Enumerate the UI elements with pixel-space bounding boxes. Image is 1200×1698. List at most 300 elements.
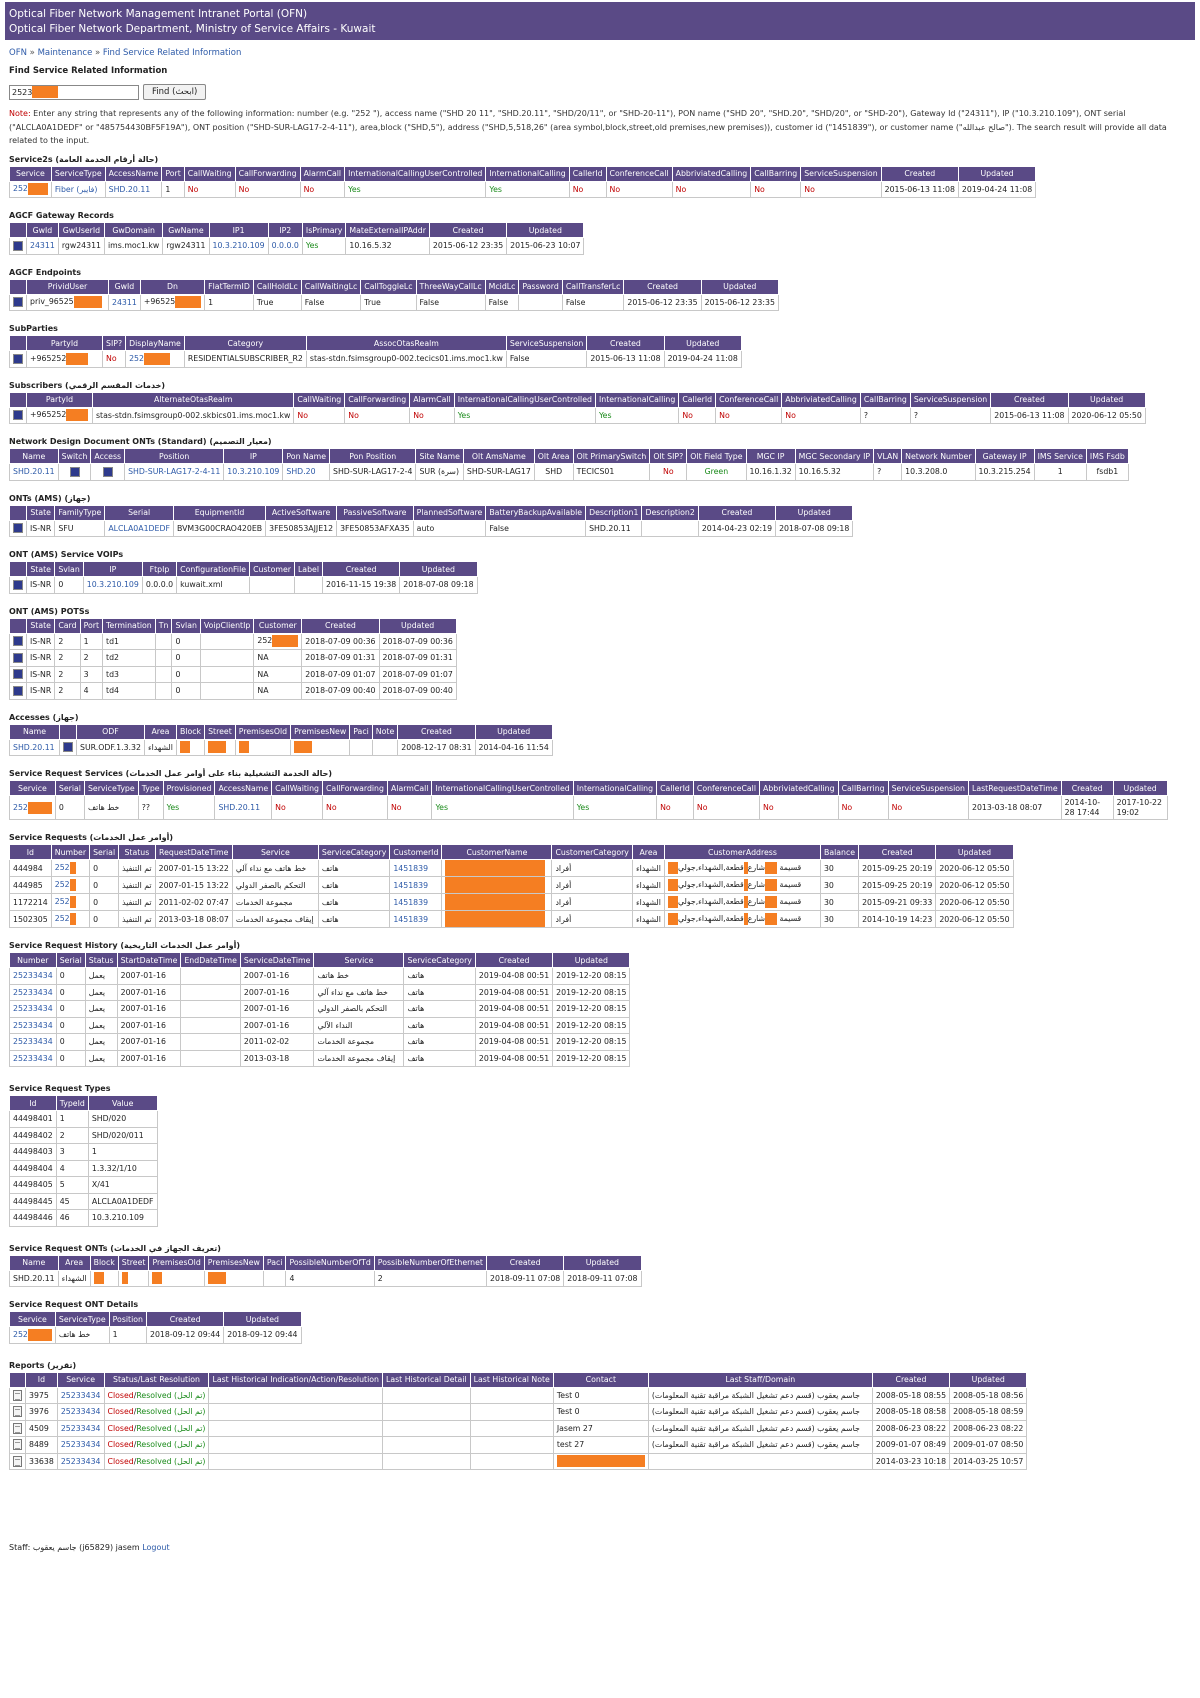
number-link[interactable]: 25233434 — [10, 1017, 57, 1034]
breadcrumb — [9, 48, 1191, 58]
cell: 2018-07-09 00:36 — [379, 633, 456, 650]
access-icon[interactable] — [103, 467, 113, 477]
cell: No — [184, 181, 235, 198]
cell: 2 — [55, 633, 80, 650]
ip2-link[interactable]: 0.0.0.0 — [268, 238, 302, 255]
col-header: Updated — [701, 279, 778, 294]
service-link[interactable]: 25233434 — [57, 1387, 104, 1404]
cell: stas-stdn.fsimsgroup0-002.tecics01.ims.moc1.kw — [306, 351, 506, 368]
col-header: PossibleNumberOfEthernet — [374, 1255, 486, 1270]
table-row — [10, 1144, 158, 1161]
cell: False — [486, 520, 586, 537]
details-icon[interactable] — [13, 241, 23, 251]
col-header: CustomerId — [390, 845, 442, 860]
cell-text: قطعة,الشهداء,جولي — [677, 897, 744, 906]
cell: IS-NR — [27, 520, 55, 537]
cell — [382, 1437, 470, 1454]
cell: 0 — [55, 577, 83, 594]
cell: إيقاف مجموعة الخدمات — [232, 911, 318, 928]
col-header: Created — [587, 336, 664, 351]
cell: 4 — [286, 1270, 374, 1287]
cell: 2007-01-16 — [117, 1017, 181, 1034]
cell — [10, 407, 27, 424]
cell: 2008-05-18 08:58 — [872, 1404, 949, 1421]
col-header: Created — [991, 392, 1068, 407]
col-header: Service — [10, 1312, 56, 1327]
access-name-link[interactable]: SHD.20.11 — [10, 739, 60, 756]
cell: +96525 — [143, 297, 176, 307]
cell — [58, 464, 91, 481]
cell — [372, 739, 397, 756]
col-header: IMS Fsdb — [1086, 449, 1128, 464]
cell: خط هاتف مع نداء آلي — [232, 860, 318, 877]
cell-text: Resolved (تم الحل) — [136, 1456, 206, 1466]
cell: Closed/Resolved (تم الحل) — [104, 1453, 209, 1470]
table-row — [10, 238, 584, 255]
col-header: Serial — [90, 845, 119, 860]
col-header: Id — [10, 845, 52, 860]
cell-text: قسيمة — [779, 897, 802, 906]
cell: 2018-09-11 07:08 — [564, 1270, 641, 1287]
cell — [10, 1327, 56, 1344]
col-header: Network Number — [902, 449, 975, 464]
cell: التحكم بالصفر الدولي — [314, 1001, 404, 1018]
cell — [254, 633, 302, 650]
col-header: AlarmCall — [300, 166, 345, 181]
report-doc-icon[interactable] — [13, 1456, 22, 1467]
cell: 44498401 — [10, 1111, 57, 1128]
cell — [382, 1420, 470, 1437]
col-header: Id — [10, 1096, 57, 1111]
section-title-service-voips: ONT (AMS) Service VOIPs — [9, 550, 124, 559]
col-header: ConferenceCall — [606, 166, 672, 181]
cell: 2007-01-16 — [117, 968, 181, 985]
agcf-gateway-table — [9, 222, 584, 255]
col-header: ServiceDateTime — [240, 953, 314, 968]
cell: 2015-06-12 23:35 — [624, 294, 701, 311]
table-row — [10, 351, 742, 368]
cell — [10, 1404, 26, 1421]
cell: هاتف — [318, 860, 389, 877]
breadcrumb-ofn[interactable]: OFN — [9, 48, 27, 58]
col-header: Card — [55, 618, 80, 633]
cell: Jasem 27 — [553, 1420, 648, 1437]
cell: SUR.ODF.1.3.32 — [77, 739, 145, 756]
section-title-accesses: Accesses (جهاز) — [9, 712, 79, 722]
number-link[interactable]: 25233434 — [10, 1050, 57, 1067]
details-icon[interactable] — [13, 653, 23, 663]
cell: IS-NR — [27, 577, 55, 594]
col-header: CustomerName — [442, 845, 552, 860]
report-doc-icon[interactable] — [13, 1423, 22, 1434]
cell — [382, 1404, 470, 1421]
cell-text: شارع — [747, 914, 766, 923]
cell: تم التنفيذ — [119, 894, 155, 911]
cell — [204, 1270, 263, 1287]
cell: fsdb1 — [1086, 464, 1128, 481]
cell: خط هاتف — [314, 968, 404, 985]
col-header: AbbriviatedCalling — [782, 392, 861, 407]
service-link[interactable]: 25233434 — [57, 1453, 104, 1470]
cell: 2019-12-20 08:15 — [553, 1017, 630, 1034]
col-header: Status/Last Resolution — [104, 1372, 209, 1387]
table-row — [10, 1210, 158, 1227]
report-doc-icon[interactable] — [13, 1390, 22, 1401]
cell — [664, 911, 820, 928]
cell — [51, 911, 89, 928]
gwid-link[interactable]: 24311 — [27, 238, 59, 255]
logout-link[interactable]: Logout — [142, 1543, 170, 1552]
cell: Yes — [345, 181, 486, 198]
col-header: Updated — [507, 223, 584, 238]
col-header: ServiceSuspension — [888, 781, 968, 796]
customer-id-link[interactable]: 1451839 — [390, 877, 442, 894]
odf-icon[interactable] — [63, 742, 73, 752]
service-type-link[interactable]: Fiber (فايبر) — [51, 181, 105, 198]
col-header: CallForwarding — [322, 781, 387, 796]
table-row — [10, 860, 1014, 877]
pon-link[interactable]: SHD.20 — [283, 464, 330, 481]
breadcrumb-separator: » — [92, 48, 103, 58]
breadcrumb-find-service[interactable]: Find Service Related Information — [102, 48, 242, 58]
customer-id-link[interactable]: 1451839 — [390, 911, 442, 928]
number-link[interactable]: 25233434 — [10, 1034, 57, 1051]
col-header: AbbriviatedCalling — [760, 781, 839, 796]
table-row — [10, 633, 457, 650]
col-header: InternationalCalling — [486, 166, 569, 181]
col-header: CustomerCategory — [552, 845, 633, 860]
col-header: Pon Name — [283, 449, 330, 464]
cell: 30 — [820, 894, 858, 911]
col-header: CallTransferLc — [562, 279, 624, 294]
section-title-agcf-endpoints: AGCF Endpoints — [9, 267, 82, 277]
cell — [250, 577, 295, 594]
col-header: BatteryBackupAvailable — [486, 505, 586, 520]
number-link[interactable]: 252 — [54, 880, 70, 889]
details-icon[interactable] — [13, 686, 23, 696]
redaction-mark — [668, 862, 678, 874]
cell: إيقاف مجموعة الخدمات — [314, 1050, 404, 1067]
col-header: CallerId — [679, 392, 716, 407]
cell: 33638 — [26, 1453, 58, 1470]
agcf-endpoints-table — [9, 279, 779, 312]
table-row — [10, 650, 457, 667]
gwid-link[interactable]: 24311 — [109, 294, 141, 311]
cell: 2008-05-18 08:55 — [872, 1387, 949, 1404]
cell-text: Closed — [107, 1390, 134, 1400]
col-header: ConferenceCall — [693, 781, 759, 796]
cell — [10, 796, 56, 820]
cell: No — [760, 796, 839, 820]
cell: هاتف — [404, 984, 475, 1001]
cell: 2015-06-13 11:08 — [881, 181, 958, 198]
portal-title: Optical Fiber Network Management Intranet Portal (OFN) — [9, 8, 308, 20]
cell — [155, 683, 172, 700]
cell: 2019-12-20 08:15 — [553, 1034, 630, 1051]
cell — [118, 1270, 149, 1287]
cell — [155, 650, 172, 667]
details-icon[interactable] — [13, 297, 23, 307]
section-title-subscribers: Subscribers (خدمات المقسم الرقمي) — [9, 380, 165, 390]
col-header: Olt SIP? — [650, 449, 687, 464]
col-header: InternationalCallingUserControlled — [345, 166, 486, 181]
redaction-mark — [32, 86, 58, 98]
cell: Green — [687, 464, 746, 481]
cell: 10.16.1.32 — [746, 464, 795, 481]
col-header: MGC Secondary IP — [795, 449, 873, 464]
cell — [181, 984, 241, 1001]
cell: Yes — [486, 181, 569, 198]
cell: 2007-01-16 — [117, 1050, 181, 1067]
cell — [442, 894, 552, 911]
number-link[interactable]: 252 — [54, 897, 70, 906]
col-header: PartyId — [27, 336, 103, 351]
cell — [181, 1001, 241, 1018]
breadcrumb-maintenance[interactable]: Maintenance — [37, 48, 93, 58]
cell: No — [679, 407, 716, 424]
cell: SHD-SUR-LAG17 — [463, 464, 534, 481]
table-row — [10, 1193, 158, 1210]
cell: 3FE50853AFXA35 — [337, 520, 414, 537]
col-header: MateExternalIPAddr — [346, 223, 430, 238]
section-title-ndd-onts: Network Design Document ONTs (Standard) (معيار التصميم) — [9, 437, 272, 446]
cell: SFU — [55, 520, 105, 537]
cell: 2020-06-12 05:50 — [936, 911, 1013, 928]
col-header: CallBarring — [751, 166, 801, 181]
switch-icon[interactable] — [70, 467, 80, 477]
cell: 2 — [374, 1270, 486, 1287]
col-header: ServiceSuspension — [506, 336, 586, 351]
cell: تم التنفيذ — [119, 877, 155, 894]
position-link[interactable]: SHD-SUR-LAG17-2-4-11 — [125, 464, 224, 481]
cell: 2018-07-09 01:31 — [302, 650, 379, 667]
service-link[interactable]: 252 — [13, 1329, 28, 1339]
cell: 2007-01-16 — [240, 1001, 314, 1018]
table-row — [10, 739, 553, 756]
table-row — [10, 1387, 1027, 1404]
col-header: Updated — [564, 1255, 641, 1270]
subparties-table — [9, 335, 742, 368]
cell: 2019-04-24 11:08 — [958, 181, 1035, 198]
cell: No — [782, 407, 861, 424]
cell: Yes — [432, 796, 573, 820]
cell — [470, 1420, 553, 1437]
redaction-mark — [152, 1272, 162, 1284]
ip-link[interactable]: 10.3.210.109 — [224, 464, 283, 481]
col-header: PassiveSoftware — [337, 505, 414, 520]
customer-id-link[interactable]: 1451839 — [390, 860, 442, 877]
cell — [263, 1270, 286, 1287]
cell-text: Closed — [107, 1440, 134, 1450]
cell: No — [272, 796, 323, 820]
ip1-link[interactable]: 10.3.210.109 — [209, 238, 268, 255]
serial-link[interactable]: ALCLA0A1DEDF — [105, 520, 174, 537]
cell — [155, 666, 172, 683]
cell: Test 0 — [553, 1404, 648, 1421]
col-header: PartyId — [27, 392, 93, 407]
number-link[interactable]: 252 — [54, 914, 70, 923]
col-header: Note — [372, 724, 397, 739]
cell: IS-NR — [27, 650, 55, 667]
cell: خط هاتف — [55, 1327, 109, 1344]
col-header: ServiceCategory — [404, 953, 475, 968]
cell — [664, 894, 820, 911]
section-title-reports: Reports (تقرير) — [9, 1360, 77, 1370]
cell: No — [716, 407, 782, 424]
cell: 1 — [205, 294, 254, 311]
col-header: Position — [125, 449, 224, 464]
details-icon[interactable] — [13, 523, 23, 533]
col-header: Created — [881, 166, 958, 181]
find-button[interactable]: Find (ابحث) — [143, 84, 206, 100]
cell: +965252 — [30, 410, 67, 420]
section-title-service2s: Service2s (حالة أرقام الخدمة العامة) — [9, 154, 159, 164]
col-header: Status — [119, 845, 155, 860]
table-row — [10, 894, 1014, 911]
redaction-mark — [144, 353, 170, 365]
redaction-mark — [668, 879, 678, 891]
service-link[interactable]: 25233434 — [57, 1404, 104, 1421]
onts-ams-table — [9, 505, 853, 538]
cell: 2019-04-08 00:51 — [475, 968, 552, 985]
cell: 2 — [55, 650, 80, 667]
number-link[interactable]: 252 — [54, 863, 70, 872]
cell: 1 — [109, 1327, 146, 1344]
col-header: IsPrimary — [302, 223, 346, 238]
access-name-link[interactable]: SHD.20.11 — [215, 796, 272, 820]
note-text: Enter any string that represents any of the following information: number (e.g. "252 "), access name ("SHD 20 11", "SHD.20.11", "SHD/20/11", or "SHD-20-11"), PON name ("SHD 20", "SHD.20", "SHD/20", or "SHD-20"), Gateway Id ("24311"), IP ("10.3.210.109"), ONT serial ("ALCLA0A1DEDF" or "485754430BF5F19A"), ONT position ("SHD-SUR-LAG17-2-4-11"), area,block ("SHD,5"), address ("SHD,5,518,26" (area symbol,block,street,old premises,new premises)), customer id ("1451839"), or customer name ("صالح عبدالله"). The search result will provide all data related to the input. — [9, 109, 1167, 145]
cell: 0 — [172, 633, 200, 650]
col-header: Street — [118, 1255, 149, 1270]
cell: هاتف — [404, 1017, 475, 1034]
cell: TECICS01 — [573, 464, 650, 481]
col-header: PossibleNumberOfTd — [286, 1255, 374, 1270]
col-header: Olt Field Type — [687, 449, 746, 464]
col-header: PrividUser — [27, 279, 109, 294]
section-title-sr-services: Service Request Services (حالة الخدمة التشغيلية بناء على أوامر عمل الخدمات) — [9, 769, 333, 778]
cell — [382, 1387, 470, 1404]
cell: 2018-09-11 07:08 — [486, 1270, 563, 1287]
table-row — [10, 520, 853, 537]
cell-text: شارع — [747, 897, 766, 906]
table-row — [10, 1404, 1027, 1421]
number-link[interactable]: 25233434 — [10, 984, 57, 1001]
table-row — [10, 968, 630, 985]
col-header: Created — [1061, 781, 1113, 796]
search-input[interactable] — [9, 85, 139, 100]
cell: Yes — [595, 407, 678, 424]
cell: 2015-09-25 20:19 — [859, 877, 936, 894]
details-icon[interactable] — [13, 636, 23, 646]
cell: الشهداء — [58, 1270, 90, 1287]
col-header: Service — [10, 781, 56, 796]
col-header: IP — [224, 449, 283, 464]
cell: 2019-04-08 00:51 — [475, 1050, 552, 1067]
customer-id-link[interactable]: 1451839 — [390, 894, 442, 911]
cell: No — [410, 407, 455, 424]
details-icon[interactable] — [13, 410, 23, 420]
cell — [51, 860, 89, 877]
redaction-mark — [70, 896, 76, 908]
section-title-onts-ams: ONTs (AMS) (جهاز) — [9, 493, 91, 503]
details-icon[interactable] — [13, 669, 23, 679]
cell: test 27 — [553, 1437, 648, 1454]
number-link[interactable]: 25233434 — [10, 968, 57, 985]
cell: False — [485, 294, 519, 311]
col-header: Created — [302, 618, 379, 633]
col-header: Name — [10, 1255, 59, 1270]
cell: 2019-12-20 08:15 — [553, 984, 630, 1001]
details-icon[interactable] — [13, 580, 23, 590]
cell — [291, 739, 350, 756]
cell: 0 — [90, 877, 119, 894]
service-link[interactable]: 25233434 — [57, 1437, 104, 1454]
cell: 30 — [820, 860, 858, 877]
col-header: CallWaiting — [294, 392, 345, 407]
cell: No — [693, 796, 759, 820]
cell: 0 — [56, 1001, 85, 1018]
col-header: Port — [162, 166, 184, 181]
cell: 2018-07-09 00:36 — [302, 633, 379, 650]
cell: 1 — [162, 181, 184, 198]
cell: 2007-01-16 — [117, 984, 181, 1001]
redaction-mark — [445, 911, 545, 927]
cell: 2011-02-02 — [240, 1034, 314, 1051]
service-link[interactable]: 25233434 — [57, 1420, 104, 1437]
details-icon[interactable] — [13, 354, 23, 364]
col-header: AlarmCall — [410, 392, 455, 407]
cell-text: قطعة,الشهداء,جولي — [677, 880, 744, 889]
col-header — [10, 618, 27, 633]
table-row — [10, 1437, 1027, 1454]
cell: 1 — [56, 1111, 88, 1128]
col-header: IP1 — [209, 223, 268, 238]
ip-link[interactable]: 10.3.210.109 — [83, 577, 142, 594]
access-name-link[interactable]: SHD.20.11 — [105, 181, 162, 198]
col-header: Area — [58, 1255, 90, 1270]
cell: 2020-06-12 05:50 — [936, 877, 1013, 894]
cell: No — [322, 796, 387, 820]
ont-name-link[interactable]: SHD.20.11 — [10, 464, 59, 481]
col-header — [10, 392, 27, 407]
cell: 0 — [56, 968, 85, 985]
cell: 44498446 — [10, 1210, 57, 1227]
table-row — [10, 1270, 642, 1287]
cell: 3976 — [26, 1404, 58, 1421]
cell: 2008-12-17 08:31 — [398, 739, 475, 756]
display-name-link[interactable]: 252 — [129, 353, 144, 363]
cell-text: 252 — [257, 636, 273, 646]
cell: 2007-01-16 — [240, 968, 314, 985]
cell: priv_96525 — [30, 297, 74, 307]
service-link[interactable]: 252 — [13, 802, 28, 812]
col-header: State — [27, 505, 55, 520]
col-header — [10, 223, 27, 238]
report-doc-icon[interactable] — [13, 1406, 22, 1417]
service-link[interactable]: 252 — [13, 184, 28, 194]
redaction-mark — [557, 1455, 645, 1467]
cell: 2019-12-20 08:15 — [553, 1050, 630, 1067]
report-doc-icon[interactable] — [13, 1439, 22, 1450]
cell: 2007-01-16 — [117, 1034, 181, 1051]
col-header: McidLc — [485, 279, 519, 294]
col-header: StartDateTime — [117, 953, 181, 968]
cell: 10.16.5.32 — [795, 464, 873, 481]
col-header: CallBarring — [838, 781, 888, 796]
cell: True — [253, 294, 301, 311]
number-link[interactable]: 25233434 — [10, 1001, 57, 1018]
cell: No — [888, 796, 968, 820]
